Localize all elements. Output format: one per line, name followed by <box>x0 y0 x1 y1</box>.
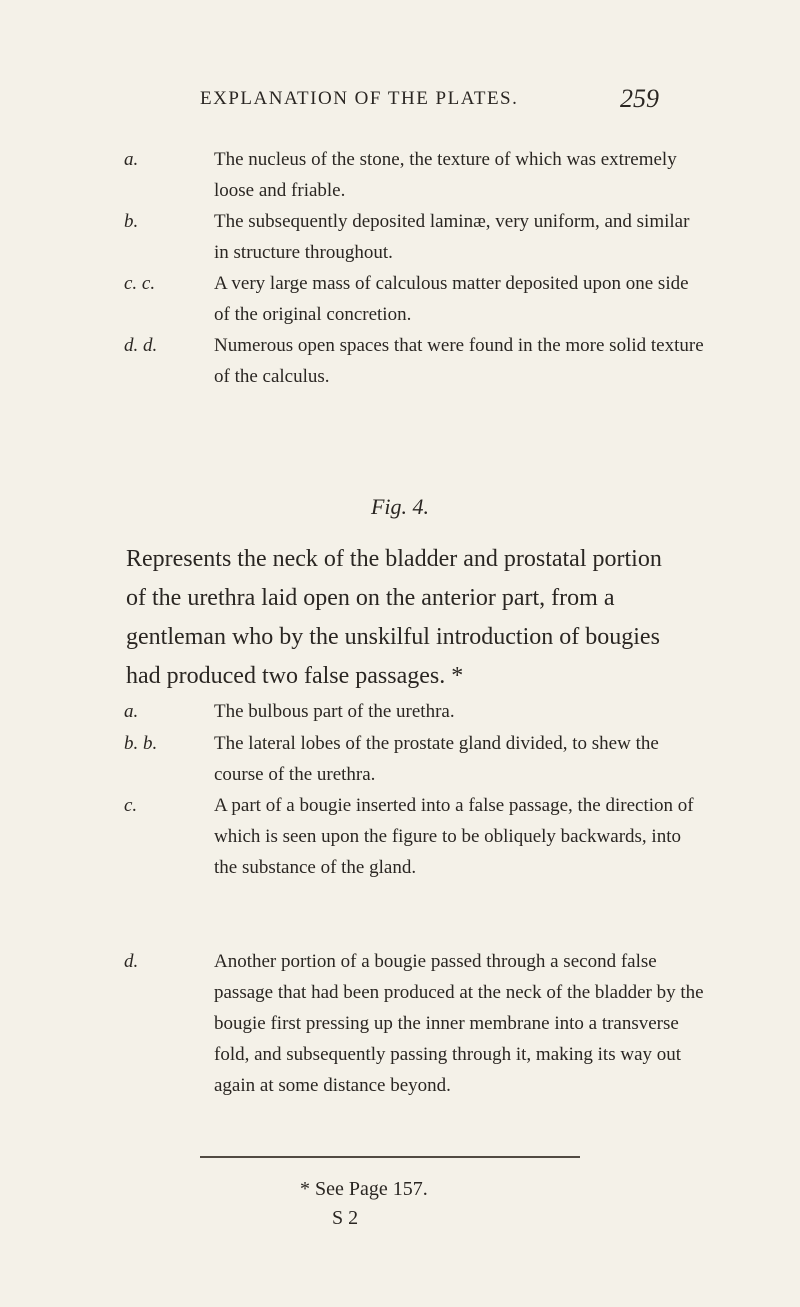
running-head: EXPLANATION OF THE PLATES. <box>200 88 519 109</box>
signature-mark: S 2 <box>332 1207 359 1229</box>
entry-text: Numerous open spaces that were found in the more solid texture of the calculus. <box>214 335 704 387</box>
entry-text: The subsequently deposited laminæ, very uniform, and similar in structure throughout. <box>214 211 690 263</box>
footnote: * See Page 157. <box>300 1178 428 1200</box>
entry-dd <box>126 330 706 392</box>
entry-letter: c. <box>124 795 138 816</box>
entry-letter: b. b. <box>124 733 158 754</box>
entry-a <box>126 144 706 206</box>
entry-text: A very large mass of calculous matter deposited upon one side of the original concretion. <box>214 273 689 325</box>
figure-label: Fig. 4. <box>370 494 430 519</box>
figure-caption: Represents the neck of the bladder and prostatal portion of the urethra laid open on the anterior part, from a gentleman who by the unskilful introduction of bougies had produced two false passages. * <box>126 546 662 689</box>
page-number: 259 <box>620 84 659 113</box>
fig4-entry-a <box>126 696 706 727</box>
entry-b <box>126 206 706 268</box>
entry-text: The bulbous part of the urethra. <box>214 701 455 722</box>
entry-letter: d. <box>124 951 139 972</box>
entry-letter: c. c. <box>124 273 156 294</box>
entry-text: Another portion of a bougie passed through a second false passage that had been produced at the neck of the bladder by the bougie first pressing up the inner membrane into a transverse fold, and subsequently passing through it, making its way out again at some distance beyond. <box>214 951 704 1096</box>
fig4-entry-d <box>126 946 706 1101</box>
entry-cc <box>126 268 706 330</box>
fig4-entry-bb <box>126 728 706 790</box>
entry-text: A part of a bougie inserted into a false passage, the direction of which is seen upon the figure to be obliquely backwards, into the substance of the gland. <box>214 795 694 878</box>
entry-text: The nucleus of the stone, the texture of which was extremely loose and friable. <box>214 149 677 201</box>
footnote-rule <box>200 1156 580 1158</box>
entry-letter: b. <box>124 211 139 232</box>
entry-letter: a. <box>124 149 139 170</box>
entry-text: The lateral lobes of the prostate gland divided, to shew the course of the urethra. <box>214 733 659 785</box>
fig4-entry-c <box>126 790 706 883</box>
entry-letter: a. <box>124 701 139 722</box>
entry-letter: d. d. <box>124 335 158 356</box>
